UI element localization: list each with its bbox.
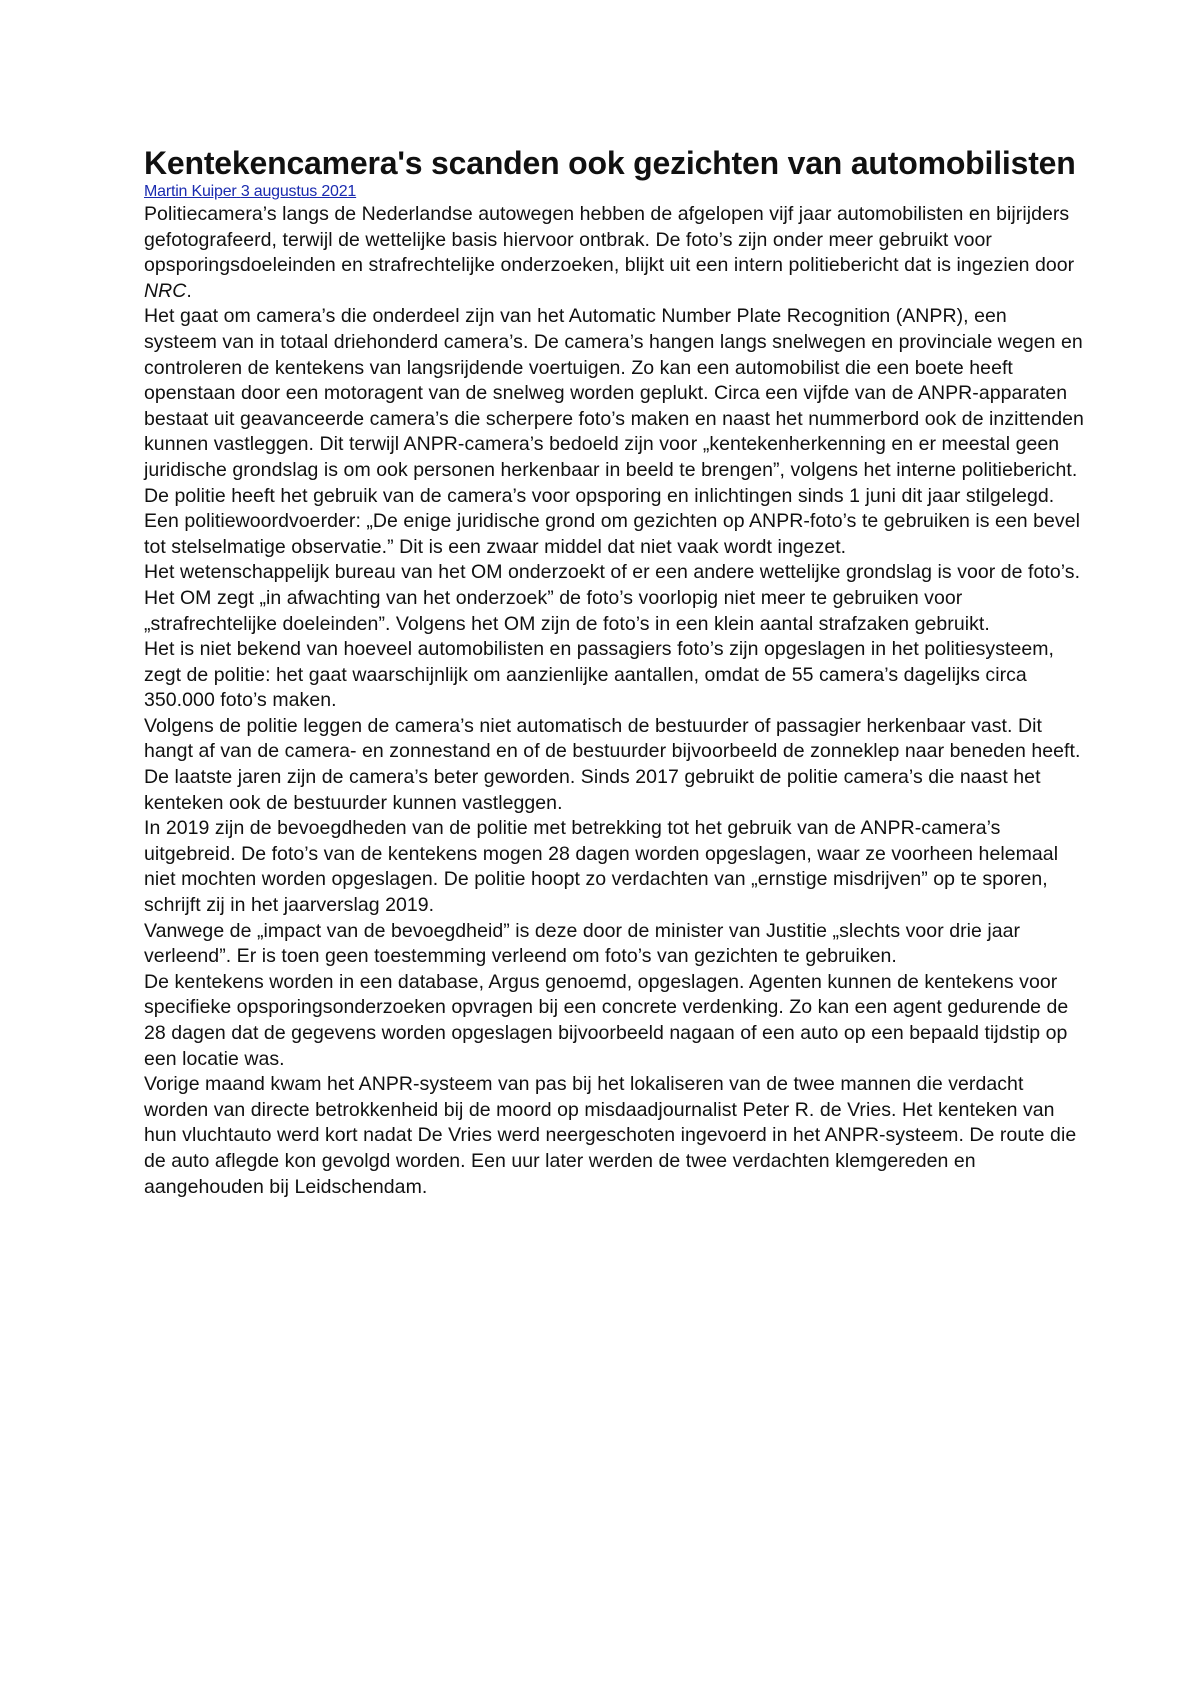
byline-link[interactable] — [144, 182, 356, 202]
publication-date: 3 augustus 2021 — [240, 183, 357, 200]
author-name: Martin Kuiper — [144, 183, 237, 200]
article-body — [144, 202, 1084, 1200]
paragraph-1 — [144, 202, 1084, 304]
paragraph-10: Vorige maand kwam het ANPR-systeem van pas bij het lokaliseren van de twee mannen die verdacht worden van directe betrokkenheid bij de moord op misdaadjournalist Peter R. de Vries. Het kenteken van hun vluchtauto werd kort nadat De Vries werd neergeschoten ingevoerd in het ANPR-systeem. De route die de auto aflegde kon gevolgd worden. Een uur later werden de twee verdachten klemgereden en aangehouden bij Leidschendam. — [144, 1073, 1077, 1198]
paragraph-2: Het gaat om camera’s die onderdeel zijn van het Automatic Number Plate Recognition (ANPR), een systeem van in totaal driehonderd camera’s. De camera’s hangen langs snelwegen en provinciale wegen en controleren de kentekens van langsrijdende voertuigen. Zo kan een automobilist die een boete heeft openstaan door een motoragent van de snelweg worden geplukt. Circa een vijfde van de ANPR-apparaten bestaat uit geavanceerde camera’s die scherpere foto’s maken en naast het nummerbord ook de inzittenden kunnen vastleggen. Dit terwijl ANPR-camera’s bedoeld zijn voor „kentekenherkenning en er meestal geen juridische grondslag is om ook personen herkenbaar in beeld te brengen”, volgens het interne politiebericht. — [144, 305, 1084, 481]
paragraph-8: Vanwege de „impact van de bevoegdheid” is deze door de minister van Justitie „slechts voor drie jaar verleend”. Er is toen geen toestemming verleend om foto’s van gezichten te gebruiken. — [144, 919, 1021, 968]
paragraph-1-end: . — [186, 279, 192, 302]
paragraph-3: De politie heeft het gebruik van de camera’s voor opsporing en inlichtingen sinds 1 juni dit jaar stilgelegd. Een politiewoordvoerder: „De enige juridische grond om gezichten op ANPR-foto’s te gebruiken is een bevel tot stelselmatige observatie.” Dit is een zwaar middel dat niet vaak wordt ingezet. — [144, 484, 1081, 558]
source-name: NRC — [144, 279, 187, 302]
paragraph-5: Het is niet bekend van hoeveel automobilisten en passagiers foto’s zijn opgeslagen in het politiesysteem, zegt de politie: het gaat waarschijnlijk om aanzienlijke aantallen, omdat de 55 camera’s dagelijks circa 350.000 foto’s maken. — [144, 638, 1055, 712]
paragraph-7: In 2019 zijn de bevoegdheden van de politie met betrekking tot het gebruik van de ANPR-camera’s uitgebreid. De foto’s van de kentekens mogen 28 dagen worden opgeslagen, waar ze voorheen helemaal niet mochten worden opgeslagen. De politie hoopt zo verdachten van „ernstige misdrijven” op te sporen, schrijft zij in het jaarverslag 2019. — [144, 817, 1059, 917]
paragraph-4: Het wetenschappelijk bureau van het OM onderzoekt of er een andere wettelijke grondslag is voor de foto’s. Het OM zegt „in afwachting van het onderzoek” de foto’s voorlopig niet meer te gebruiken voor „strafrechtelijke doeleinden”. Volgens het OM zijn de foto’s in een klein aantal strafzaken gebruikt. — [144, 561, 1081, 635]
paragraph-9: De kentekens worden in een database, Argus genoemd, opgeslagen. Agenten kunnen de kentekens voor specifieke opsporingsonderzoeken opvragen bij een concrete verdenking. Zo kan een agent gedurende de 28 dagen dat de gegevens worden opgeslagen bijvoorbeeld nagaan of een auto op een bepaald tijdstip op een locatie was. — [144, 970, 1069, 1070]
paragraph-1-text: Politiecamera’s langs de Nederlandse autowegen hebben de afgelopen vijf jaar automobilisten en bijrijders gefotografeerd, terwijl de wettelijke basis hiervoor ontbrak. De foto’s zijn onder meer gebruikt voor opsporingsdoeleinden en strafrechtelijke onderzoeken, blijkt uit een intern politiebericht dat is ingezien door — [144, 203, 1075, 277]
paragraph-6: Volgens de politie leggen de camera’s niet automatisch de bestuurder of passagier herkenbaar vast. Dit hangt af van de camera- en zonnestand en of de bestuurder bijvoorbeeld de zonneklep naar beneden heeft. De laatste jaren zijn de camera’s beter geworden. Sinds 2017 gebruikt de politie camera’s die naast het kenteken ook de bestuurder kunnen vastleggen. — [144, 714, 1081, 814]
article-title: Kentekencamera's scanden ook gezichten van automobilisten — [144, 145, 1076, 181]
article — [144, 145, 1084, 1200]
